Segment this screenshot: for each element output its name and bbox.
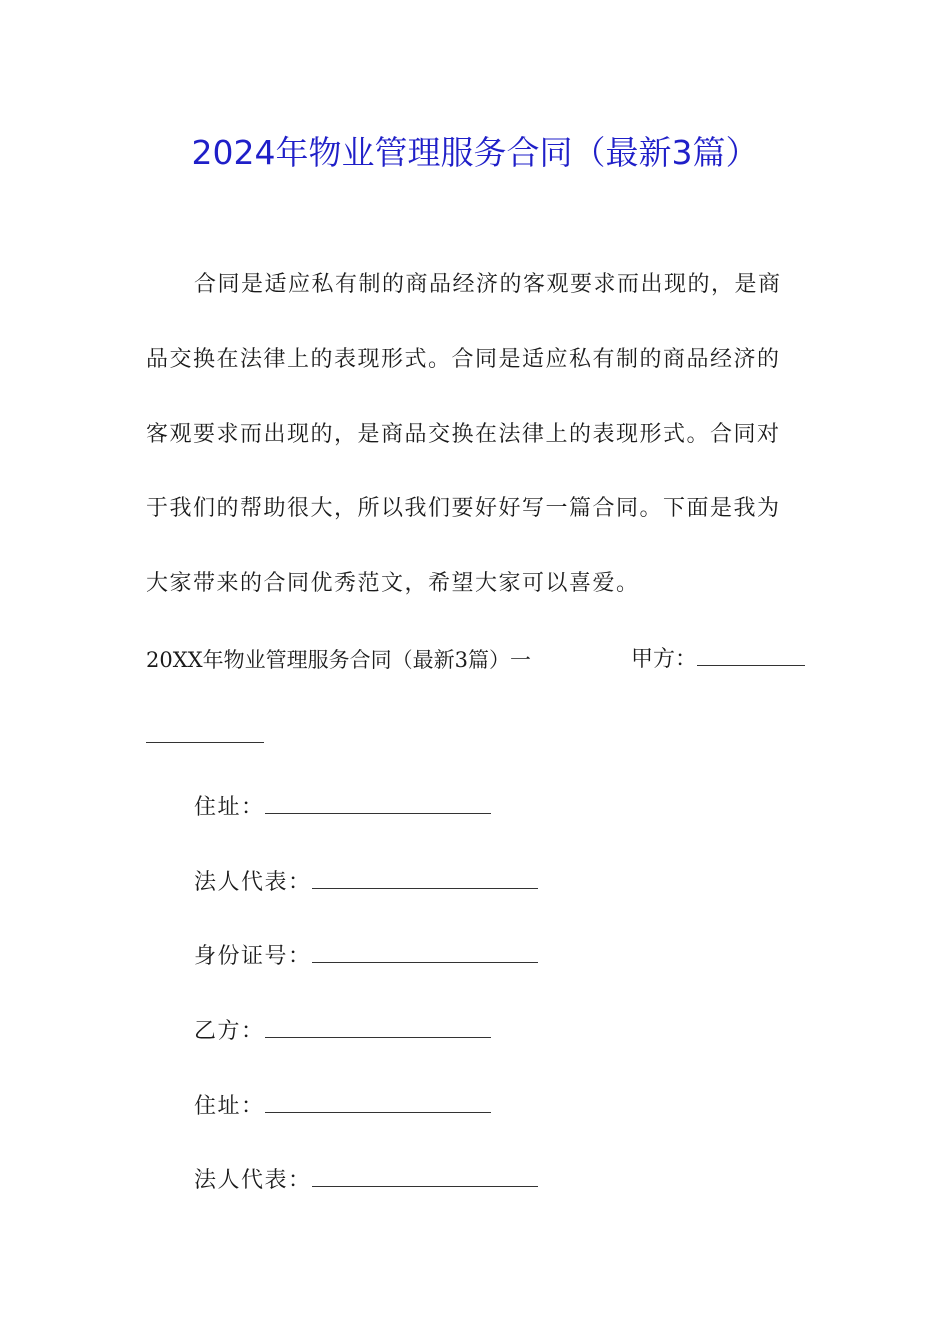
field-blank <box>312 870 538 889</box>
field-id-number <box>194 942 538 972</box>
field-party-b <box>194 1017 491 1047</box>
field-blank <box>265 795 491 814</box>
party-a-label: 甲方： <box>631 647 698 672</box>
intro-line-5: 大家带来的合同优秀范文，希望大家可以喜爱。 <box>146 571 640 596</box>
section-subheading: 20XX年物业管理服务合同（最新3篇）一 <box>146 648 531 672</box>
field-blank <box>312 944 538 963</box>
field-label: 乙方： <box>194 1019 265 1044</box>
field-blank <box>265 1094 491 1113</box>
field-blank <box>312 1168 538 1187</box>
party-a-blank-continued <box>146 724 264 743</box>
party-a-blank <box>697 647 805 666</box>
field-label: 身份证号： <box>194 944 312 969</box>
intro-line-2: 品交换在法律上的表现形式。合同是适应私有制的商品经济的 <box>146 347 781 372</box>
field-label: 住址： <box>194 1094 265 1119</box>
intro-line-3: 客观要求而出现的，是商品交换在法律上的表现形式。合同对 <box>146 422 781 447</box>
intro-line-4: 于我们的帮助很大，所以我们要好好写一篇合同。下面是我为 <box>146 496 781 521</box>
field-label: 法人代表： <box>194 1168 312 1193</box>
intro-line-1: 合同是适应私有制的商品经济的客观要求而出现的，是商 <box>194 272 782 297</box>
party-a-row <box>631 645 805 675</box>
field-blank <box>265 1019 491 1038</box>
document-title: 2024年物业管理服务合同（最新3篇） <box>191 133 759 172</box>
field-address-b <box>194 1092 491 1122</box>
field-address-a <box>194 793 491 823</box>
field-label: 法人代表： <box>194 870 312 895</box>
field-legal-rep-b <box>194 1166 538 1196</box>
field-label: 住址： <box>194 795 265 820</box>
field-legal-rep-a <box>194 868 538 898</box>
